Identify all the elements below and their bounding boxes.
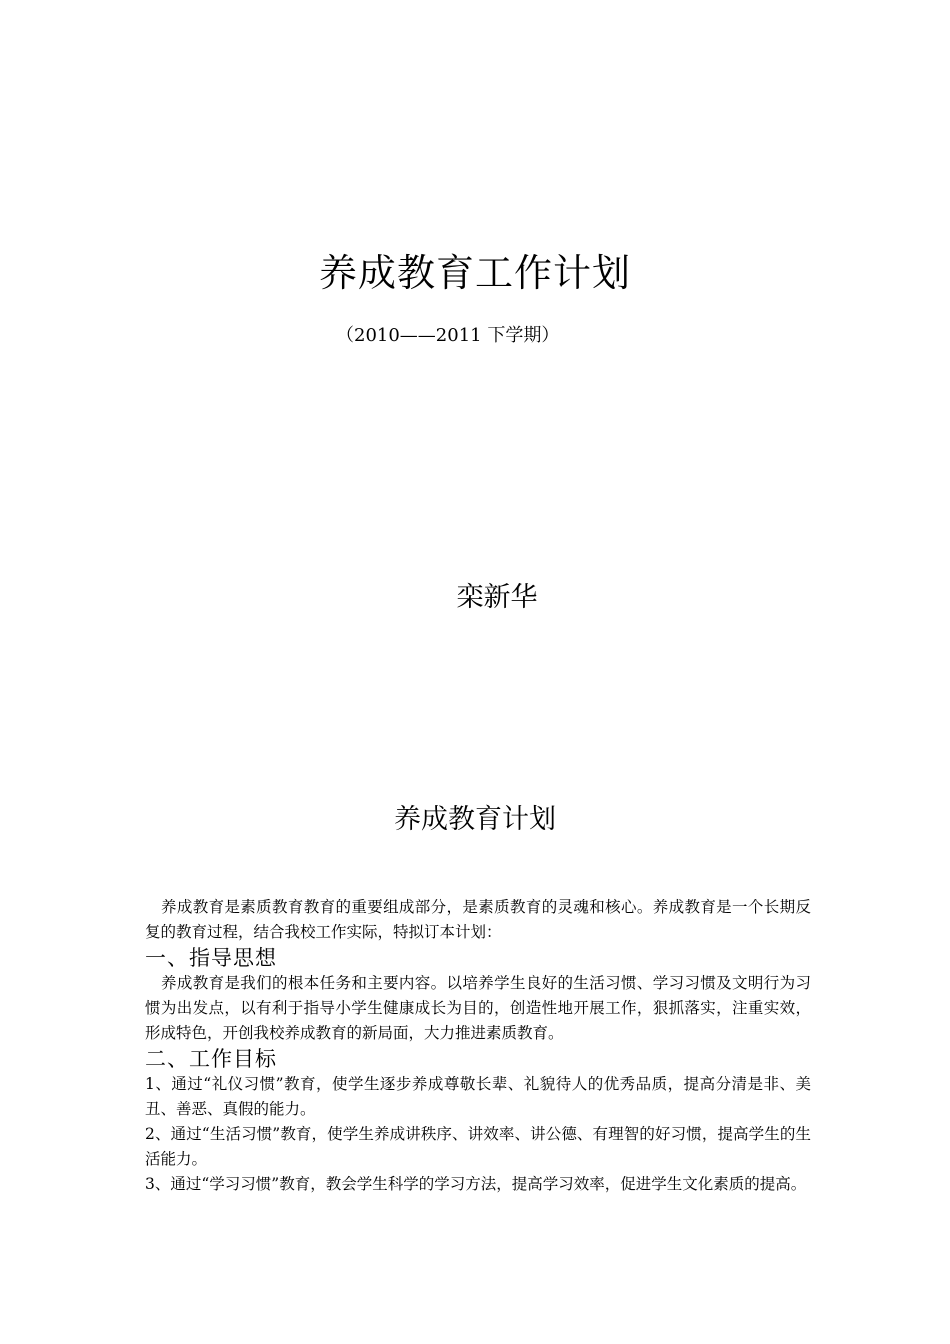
guiding-ideology-paragraph: 养成教育是我们的根本任务和主要内容。以培养学生良好的生活习惯、学习习惯及文明行为习惯为出发点，以有利于指导小学生健康成长为目的，创造性地开展工作，狠抓落实，注重实效，形成特色，开创我校养成教育的新局面，大力推进素质教育。 bbox=[145, 974, 811, 1042]
main-title: 养成教育工作计划 bbox=[318, 251, 631, 295]
goal-item-living-habits: 2、通过“生活习惯”教育，使学生养成讲秩序、讲效率、讲公德、有理智的好习惯，提高学生的生活能力。 bbox=[145, 1125, 811, 1168]
goal-item-study-habits: 3、通过“学习习惯”教育，教会学生科学的学习方法，提高学习效率，促进学生文化素质的提高。 bbox=[145, 1175, 807, 1193]
section-heading-guiding-ideology: 一、指导思想 bbox=[145, 946, 277, 970]
intro-paragraph: 养成教育是素质教育教育的重要组成部分，是素质教育的灵魂和核心。养成教育是一个长期反复的教育过程，结合我校工作实际，特拟订本计划： bbox=[145, 898, 811, 941]
section-heading-work-goals: 二、工作目标 bbox=[145, 1047, 277, 1071]
author-name: 栾新华 bbox=[456, 582, 538, 613]
document-body bbox=[145, 895, 811, 1197]
plan-title: 养成教育计划 bbox=[394, 804, 556, 835]
semester-subtitle: （2010——2011 下学期） bbox=[336, 325, 560, 346]
goal-item-etiquette: 1、通过“礼仪习惯”教育，使学生逐步养成尊敬长辈、礼貌待人的优秀品质，提高分清是非、美丑、善恶、真假的能力。 bbox=[145, 1075, 811, 1118]
